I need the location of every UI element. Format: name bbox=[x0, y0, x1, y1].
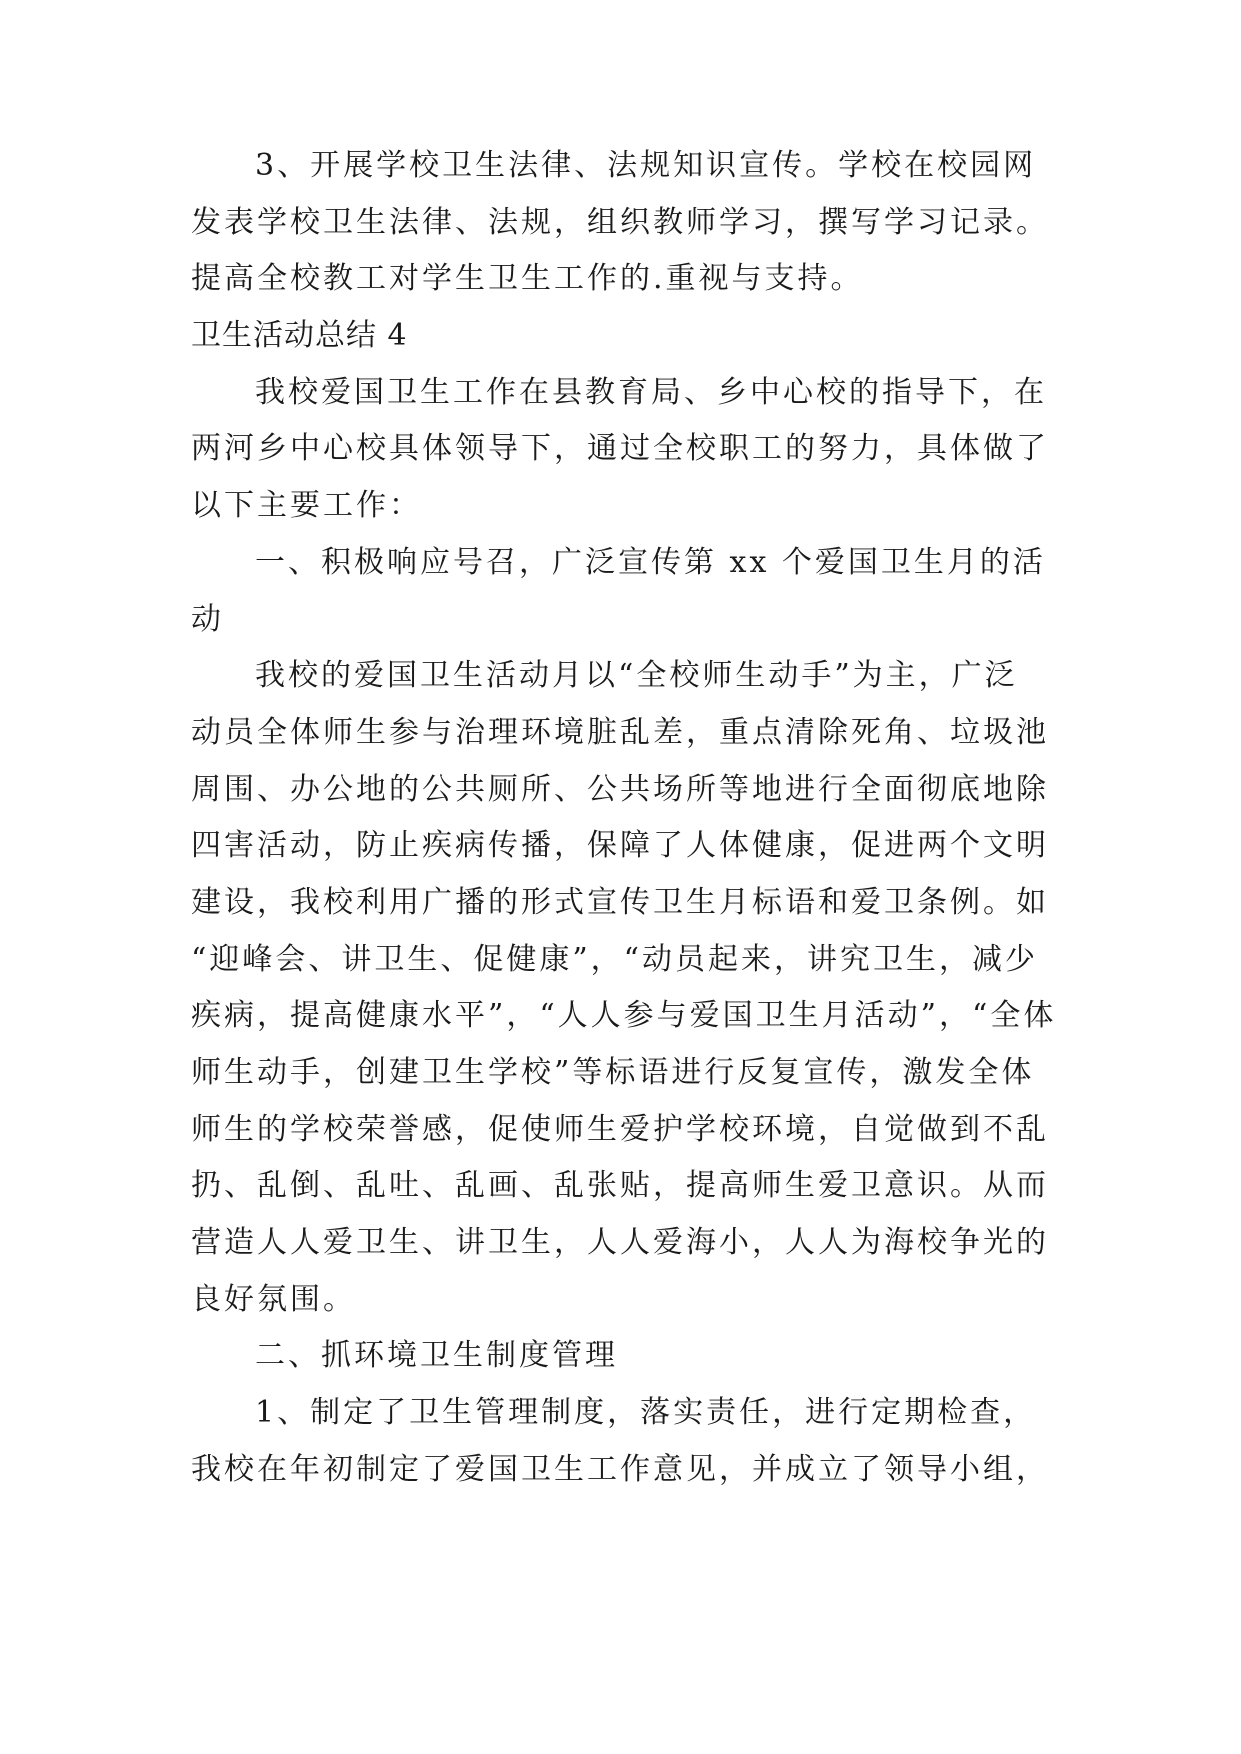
paragraph-line: 我校爱国卫生工作在县教育局、乡中心校的指导下，在 bbox=[255, 374, 1047, 410]
paragraph-line: 营造人人爱卫生、讲卫生，人人爱海小，人人为海校争光的 bbox=[191, 1225, 1049, 1261]
paragraph-line: 发表学校卫生法律、法规，组织教师学习，撰写学习记录。 bbox=[191, 204, 1049, 240]
paragraph-line: 我校在年初制定了爱国卫生工作意见，并成立了领导小组， bbox=[191, 1451, 1049, 1487]
paragraph-line: 3、开展学校卫生法律、法规知识宣传。学校在校园网 bbox=[255, 148, 1037, 183]
paragraph-line: 周围、办公地的公共厕所、公共场所等地进行全面彻底地除 bbox=[191, 771, 1049, 807]
paragraph-line: 师生的学校荣誉感，促使师生爱护学校环境，自觉做到不乱 bbox=[191, 1111, 1049, 1147]
paragraph-line: 良好氛围。 bbox=[191, 1281, 356, 1317]
paragraph-line: 1、制定了卫生管理制度，落实责任，进行定期检查， bbox=[255, 1395, 1037, 1431]
paragraph-line: 建设，我校利用广播的形式宣传卫生月标语和爱卫条例。如 bbox=[191, 884, 1049, 920]
section-heading: 卫生活动总结 4 bbox=[191, 318, 408, 354]
subsection-heading: 一、积极响应号召，广泛宣传第 xx 个爱国卫生月的活 bbox=[255, 544, 1046, 580]
paragraph-line: “迎峰会、讲卫生、促健康”，“动员起来，讲究卫生，减少 bbox=[191, 941, 1039, 977]
paragraph-line: 动员全体师生参与治理环境脏乱差，重点清除死角、垃圾池 bbox=[191, 714, 1049, 750]
paragraph-line: 疾病，提高健康水平”，“人人参与爱国卫生月活动”，“全体 bbox=[191, 998, 1057, 1034]
paragraph-line: 我校的爱国卫生活动月以“全校师生动手”为主，广泛 bbox=[255, 658, 1018, 694]
paragraph-line: 扔、乱倒、乱吐、乱画、乱张贴，提高师生爱卫意识。从而 bbox=[191, 1168, 1049, 1204]
subsection-heading: 二、抓环境卫生制度管理 bbox=[255, 1338, 618, 1374]
document-body bbox=[191, 138, 1091, 1499]
paragraph-line: 提高全校教工对学生卫生工作的.重视与支持。 bbox=[191, 261, 864, 297]
paragraph-line: 师生动手，创建卫生学校”等标语进行反复宣传，激发全体 bbox=[191, 1055, 1035, 1090]
subsection-heading-continued: 动 bbox=[191, 601, 224, 637]
paragraph-line: 以下主要工作： bbox=[191, 488, 422, 524]
paragraph-line: 两河乡中心校具体领导下，通过全校职工的努力，具体做了 bbox=[191, 431, 1049, 467]
paragraph-line: 四害活动，防止疾病传播，保障了人体健康，促进两个文明 bbox=[191, 828, 1049, 864]
